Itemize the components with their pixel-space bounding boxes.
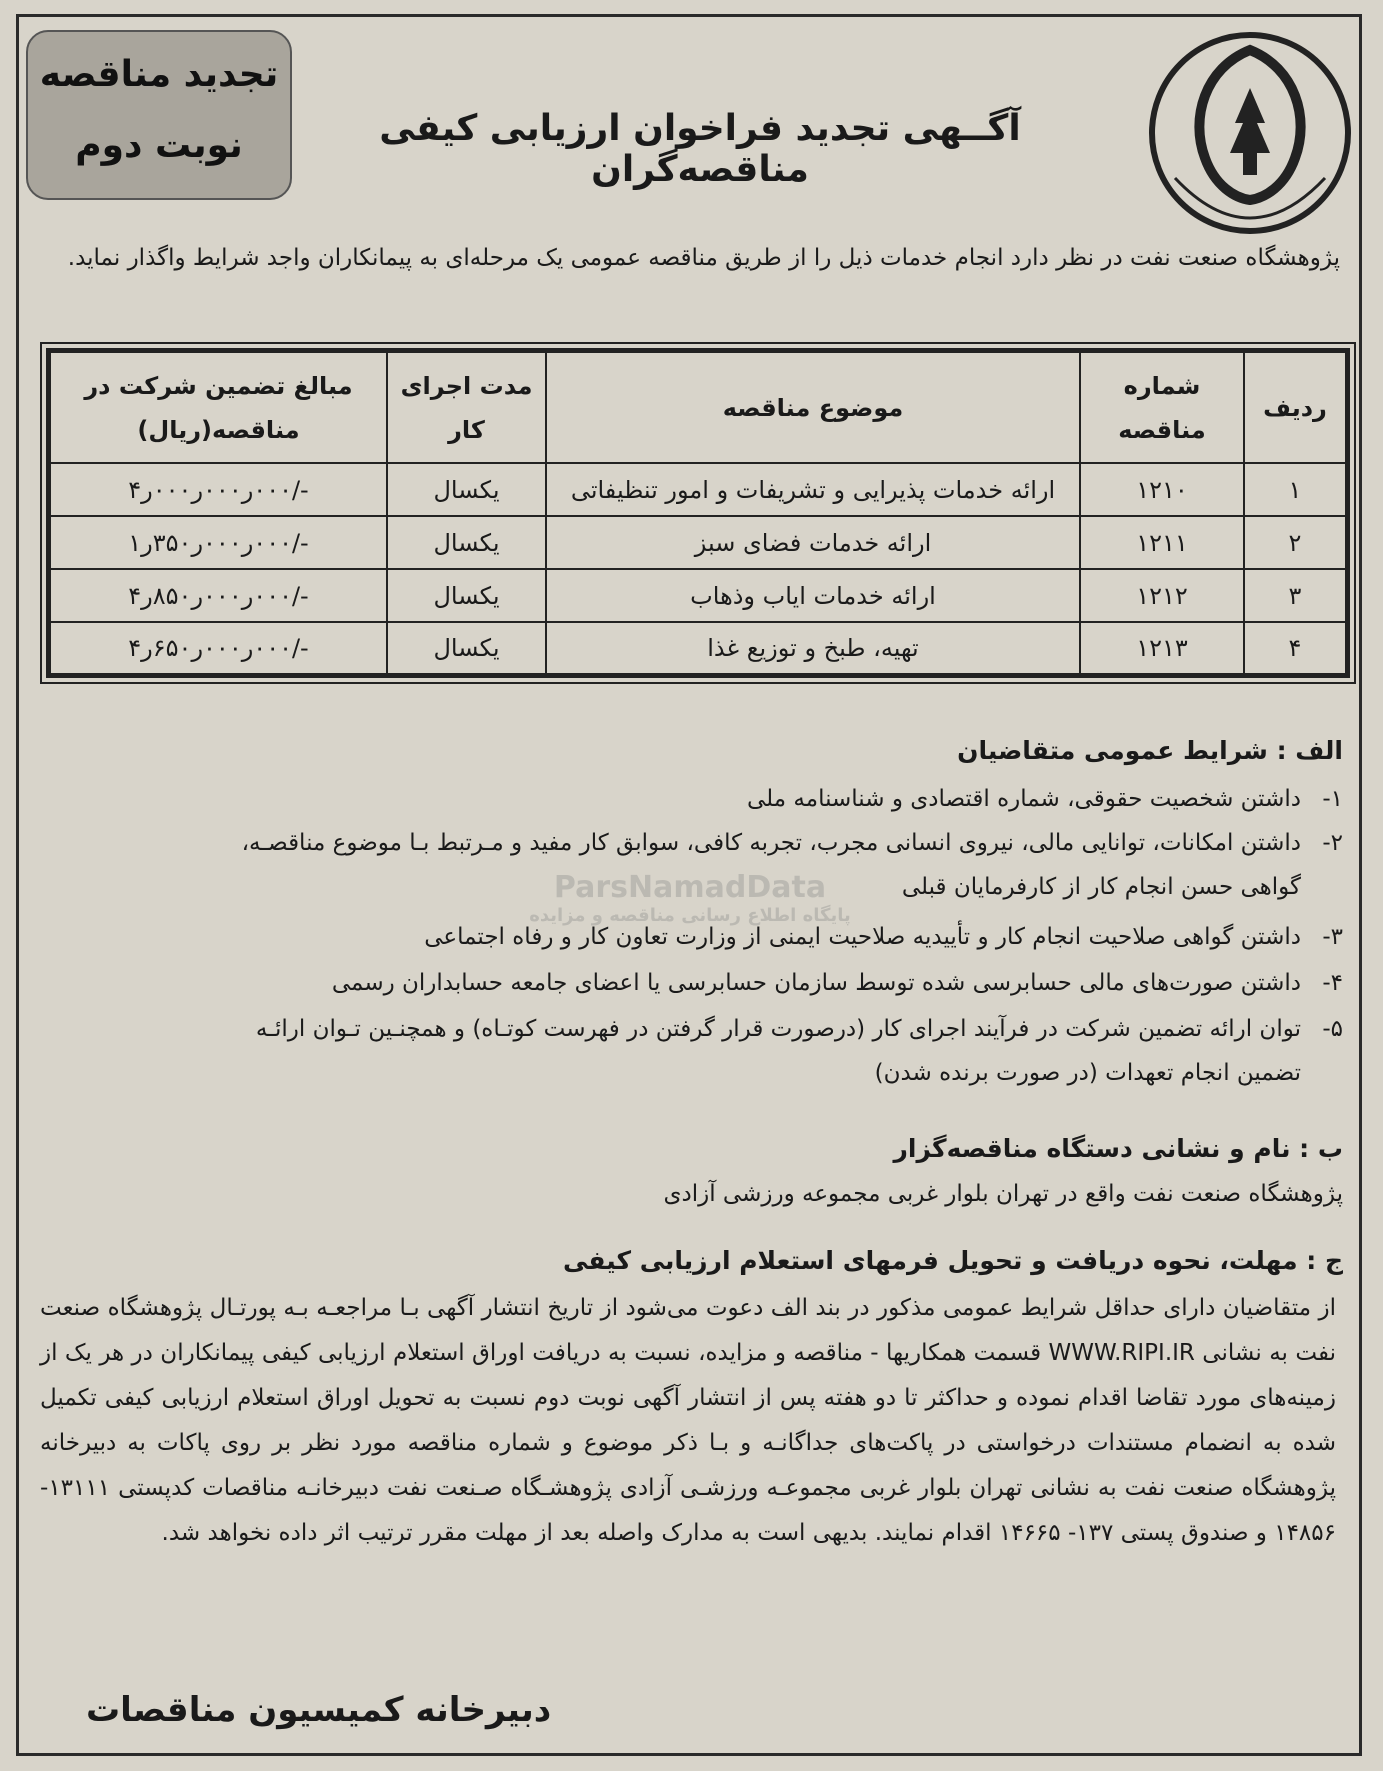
watermark-line-1: ParsNamadData: [553, 870, 827, 905]
cell-duration: یکسال: [387, 569, 546, 622]
condition-text: داشتن شخصیت حقوقی، شماره اقتصادی و شناسنامه ملی: [747, 786, 1301, 812]
cell-row: ۳: [1244, 569, 1348, 622]
condition-text: داشتن امکانات، توانایی مالی، نیروی انسانی مجرب، تجربه کافی، سوابق کار مفید و مـرتبط بـا موضوع مناقصـه،: [241, 830, 1301, 856]
cell-duration: یکسال: [387, 463, 546, 516]
section-b-text: پژوهشگاه صنعت نفت واقع در تهران بلوار غربی مجموعه ورزشی آزادی: [663, 1181, 1343, 1207]
cell-duration: یکسال: [387, 516, 546, 569]
condition-text: داشتن صورت‌های مالی حسابرسی شده توسط سازمان حسابرسی یا اعضای جامعه حسابداران رسمی: [331, 970, 1301, 996]
condition-number: ۴-: [1322, 970, 1343, 996]
table-row: [49, 463, 1348, 516]
cell-number: ۱۲۱۲: [1080, 569, 1244, 622]
header-subject: موضوع مناقصه: [546, 351, 1080, 464]
stamp-line-2: نوبت دوم: [75, 125, 243, 166]
tender-table: [46, 348, 1350, 678]
cell-subject: ارائه خدمات پذیرایی و تشریفات و امور تنظیفاتی: [546, 463, 1080, 516]
condition-item: [256, 1008, 1343, 1050]
footer-signature: دبیرخانه کمیسیون مناقصات: [86, 1690, 552, 1730]
condition-number: ۱-: [1322, 786, 1343, 812]
condition-item: [332, 962, 1343, 1004]
condition-item: [747, 778, 1343, 820]
cell-guarantee: -/۰۰۰ر۰۰۰ر۸۵۰ر۴: [49, 569, 388, 622]
cell-number: ۱۲۱۳: [1080, 622, 1244, 675]
condition-number: ۵-: [1322, 1016, 1343, 1042]
table-row: [49, 516, 1348, 569]
condition-number: ۲-: [1322, 830, 1343, 856]
table-header-row: [49, 351, 1348, 464]
section-a-heading: الف : شرایط عمومی متقاضیان: [957, 736, 1343, 765]
intro-paragraph: پژوهشگاه صنعت نفت در نظر دارد انجام خدمات ذیل را از طریق مناقصه عمومی یک مرحله‌ای به پیمانکاران واجد شرایط واگذار نماید.: [67, 245, 1340, 271]
cell-duration: یکسال: [387, 622, 546, 675]
ad-title: آگــهی تجدید فراخوان ارزیابی کیفی مناقصه‌گران: [379, 108, 1021, 190]
cell-row: ۱: [1244, 463, 1348, 516]
condition-continuation: تضمین انجام تعهدات (در صورت برنده شدن): [874, 1060, 1301, 1086]
cell-subject: ارائه خدمات فضای سبز: [546, 516, 1080, 569]
section-b-heading: ب : نام و نشانی دستگاه مناقصه‌گزار: [893, 1134, 1343, 1163]
section-c-text: از متقاضیان دارای حداقل شرایط عمومی مذکور در بند الف دعوت می‌شود از تاریخ انتشار آگهی بـا مراجعـه بـه پورتـال پژوهشگاه صنعت نفت به نشانی WWW.RIPI.IR قسمت همکاریها - مناقصه و مزایده، نسبت به دریافت اوراق استعلام ارزیابی کیفی پیمانکاران در هر یک از زمینه‌های مورد تقاضا اقدام نموده و حداکثر تا دو هفته پس از انتشار آگهی نوبت دوم نسبت به تحویل اوراق استعلام ارزیابی کیفی تکمیل شده به انضمام مستندات درخواستی در پاکت‌های جداگانـه و بـا ذکر موضوع و شماره مناقصه مورد نظر بر روی پاکات به دبیرخانه پژوهشگاه صنعت نفت به نشانی تهران بلوار غربی مجموعـه ورزشـی آزادی پژوهشـگاه صـنعت نفت دبیرخانـه مناقصات کدپستی ۱۳۱۱۱- ۱۴۸۵۶ و صندوق پستی ۱۳۷- ۱۴۶۶۵ اقدام نمایند. بدیهی است به مدارک واصله بعد از مهلت مقرر ترتیب اثر داده نخواهد شد.: [40, 1295, 1336, 1546]
condition-item: [242, 822, 1343, 864]
cell-guarantee: -/۰۰۰ر۰۰۰ر۳۵۰ر۱: [49, 516, 388, 569]
header-duration: مدت اجرای کار: [387, 351, 546, 464]
section-c-heading: ج : مهلت، نحوه دریافت و تحویل فرمهای استعلام ارزیابی کیفی: [562, 1246, 1343, 1275]
watermark-line-2: پایگاه اطلاع رسانی مناقصه و مزایده: [529, 905, 851, 926]
condition-text: توان ارائه تضمین شرکت در فرآیند اجرای کار (درصورت قرار گرفتن در فهرست کوتـاه) و همچنـین تـوان ارائـه: [255, 1016, 1301, 1042]
cell-subject: تهیه، طبخ و توزیع غذا: [546, 622, 1080, 675]
header-guarantee: مبالغ تضمین شرکت در مناقصه(ریال): [49, 351, 388, 464]
stamp-line-1: تجدید مناقصه: [39, 54, 279, 95]
cell-number: ۱۲۱۰: [1080, 463, 1244, 516]
cell-row: ۲: [1244, 516, 1348, 569]
cell-subject: ارائه خدمات ایاب وذهاب: [546, 569, 1080, 622]
cell-row: ۴: [1244, 622, 1348, 675]
cell-guarantee: -/۰۰۰ر۰۰۰ر۶۵۰ر۴: [49, 622, 388, 675]
header-tender-number: شماره مناقصه: [1080, 351, 1244, 464]
condition-item: [424, 916, 1343, 958]
cell-guarantee: -/۰۰۰ر۰۰۰ر۰۰۰ر۴: [49, 463, 388, 516]
condition-continuation: گواهی حسن انجام کار از کارفرمایان قبلی: [901, 874, 1301, 900]
ripi-logo-icon: [1145, 28, 1355, 238]
cell-number: ۱۲۱۱: [1080, 516, 1244, 569]
condition-text: داشتن گواهی صلاحیت انجام کار و تأییدیه صلاحیت ایمنی از وزارت تعاون کار و رفاه اجتماعی: [424, 924, 1301, 950]
condition-number: ۳-: [1322, 924, 1343, 950]
table-row: [49, 622, 1348, 675]
renewal-stamp: [26, 30, 292, 200]
header-row-number: ردیف: [1244, 351, 1348, 464]
table-row: [49, 569, 1348, 622]
